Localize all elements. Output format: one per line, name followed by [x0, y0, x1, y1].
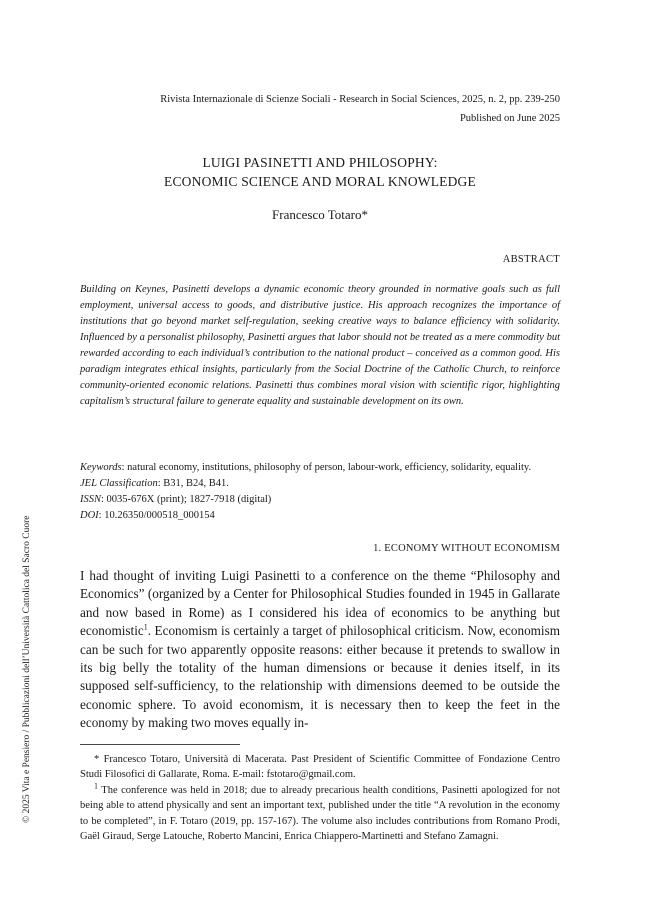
article-title	[80, 153, 560, 191]
journal-citation: Rivista Internazionale di Scienze Sociali - Research in Social Sciences, 2025, n. 2, pp. 239-250	[160, 94, 560, 105]
article-metadata	[80, 460, 560, 524]
footnote-1-marker: 1	[94, 781, 98, 791]
jel-value: : B31, B24, B41.	[157, 478, 229, 489]
keywords-value: : natural economy, institutions, philosophy of person, labour-work, efficiency, solidarity, equality.	[121, 462, 532, 473]
issn-label: ISSN	[80, 494, 101, 505]
abstract-text: Building on Keynes, Pasinetti develops a dynamic economic theory grounded in normative goals such as full employment, universal access to goods, and distributive justice. His approach recognizes the importance of institutions that go beyond market self-regulation, seeking creative ways to balance efficiency with solidarity. Influenced by a personalist philosophy, Pasinetti argues that labor should not be treated as a mere commodity but rewarded according to each individual’s contribution to the national product – conceived as a common good. His paradigm integrates ethical insights, particularly from the Social Doctrine of the Catholic Church, to reinforce community-oriented economic relations. Pasinetti thus combines moral vision with scientific rigor, highlighting capitalism’s structural failure to generate equality and sustainable development on its own.	[80, 284, 560, 407]
footnote-marker-1: 1	[143, 622, 148, 632]
doi-label: DOI	[80, 510, 99, 521]
footnote-1-text: The conference was held in 2018; due to already precarious health conditions, Pasinetti apologized for not being able to attend physically and sent an important text, published under the title “A revolution in the economy to be completed”, in F. Totaro (2019, pp. 157-167). The volume also includes contributions from Romano Prodi, Gaël Giraud, Serge Latouche, Roberto Mancini, Enrica Chiappero-Martinetti and Stefano Zamagni.	[80, 784, 560, 843]
section-heading: 1. ECONOMY WITHOUT ECONOMISM	[373, 543, 560, 554]
keywords-label: Keywords	[80, 462, 122, 473]
abstract-heading: ABSTRACT	[502, 254, 560, 265]
issn-value: : 0035-676X (print); 1827-7918 (digital)	[101, 494, 272, 505]
footnote-1	[80, 783, 560, 845]
body-text-part-1: I had thought of inviting Luigi Pasinetti to a conference on the theme “Philosophy and Economics” (organized by a Center for Philosophical Studies founded in 1945 in Gallarate and now based in Rome) as I considered his idea of economics to be anything but economistic	[80, 568, 560, 639]
author-name: Francesco Totaro*	[272, 207, 368, 222]
keywords-line	[80, 460, 560, 476]
footnote-separator	[80, 744, 240, 745]
title-line-1: LUIGI PASINETTI AND PHILOSOPHY:	[202, 155, 438, 170]
title-line-2: ECONOMIC SCIENCE AND MORAL KNOWLEDGE	[164, 174, 476, 189]
body-text-part-2: . Economism is certainly a target of philosophical criticism. Now, economism can be such for two apparently opposite reasons: either because it pretends to swallow in its big belly the totality of the human dimensions or because it denies itself, in its supposed self-sufficiency, to the relationship with dimensions deemed to be outside the economic sphere. To avoid economism, it is necessary then to keep the feet in the economy by making two moves equally in-	[80, 623, 560, 731]
issn-line	[80, 492, 560, 508]
jel-line	[80, 476, 560, 492]
jel-label: JEL Classification	[80, 478, 158, 489]
body-paragraph	[80, 567, 560, 733]
footnote-author: * Francesco Totaro, Università di Macerata. Past President of Scientific Committee of Fondazione Centro Studi Filosofici di Gallarate, Roma. E-mail: fstotaro@gmail.com.	[80, 754, 560, 781]
copyright-side-note: © 2025 Vita e Pensiero / Pubblicazioni dell’Università Cattolica del Sacro Cuore	[22, 515, 32, 823]
publication-date: Published on June 2025	[459, 113, 560, 124]
footnotes	[80, 752, 560, 844]
doi-line	[80, 508, 560, 524]
doi-value: : 10.26350/000518_000154	[98, 510, 215, 521]
